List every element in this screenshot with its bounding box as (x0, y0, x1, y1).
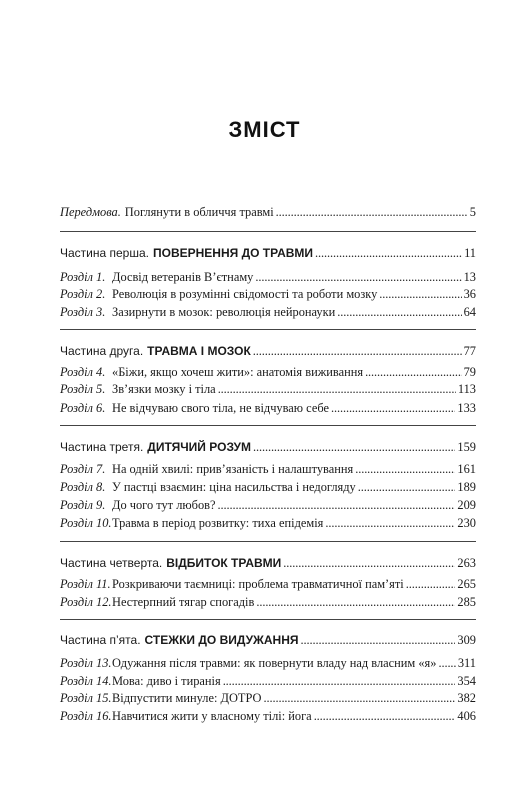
chapter-title: Мова: диво і тиранія (112, 674, 221, 688)
toc-entry-part (60, 555, 476, 571)
dot-leader (253, 439, 455, 455)
dot-leader (406, 576, 456, 592)
part-title: ПОВЕРНЕННЯ ДО ТРАВМИ (153, 246, 314, 260)
chapter-number: Розділ 7. (60, 462, 106, 476)
page-number: 311 (457, 656, 476, 670)
chapter-number: Розділ 10. (60, 516, 112, 530)
page-number: 309 (457, 633, 476, 647)
page-number: 161 (457, 462, 476, 476)
chapter-title: Революція в розумінні свідомості та роботи мозку (112, 287, 378, 301)
dot-leader (283, 555, 455, 571)
toc-entry-chapter (60, 673, 476, 689)
chapter-number: Розділ 6. (60, 401, 106, 415)
part-label: Частина четверта. (60, 556, 163, 570)
toc-entry-chapter (60, 364, 476, 380)
dot-leader (253, 343, 462, 359)
dot-leader (256, 594, 455, 610)
part-label: Частина п’ята. (60, 633, 141, 647)
section-divider (60, 541, 476, 542)
toc-entry-chapter (60, 461, 476, 477)
chapter-number: Розділ 11. (60, 577, 111, 591)
page-number: 113 (457, 382, 476, 396)
part-title: ВІДБИТОК ТРАВМИ (166, 556, 282, 570)
chapter-number: Розділ 8. (60, 480, 106, 494)
dot-leader (314, 708, 456, 724)
page-number: 285 (457, 595, 476, 609)
chapter-number: Розділ 15. (60, 691, 112, 705)
dot-leader (358, 479, 456, 495)
page-number: 189 (457, 480, 476, 494)
section-divider (60, 231, 476, 232)
dot-leader (379, 286, 461, 302)
preface-label: Передмова. (60, 205, 121, 219)
part-title: СТЕЖКИ ДО ВИДУЖАННЯ (144, 633, 299, 647)
chapter-title: Навчитися жити у власному тілі: йога (112, 709, 312, 723)
toc-entry-chapter (60, 381, 476, 397)
page-number: 11 (464, 246, 476, 260)
chapter-number: Розділ 4. (60, 365, 106, 379)
section-divider (60, 619, 476, 620)
dot-leader (276, 204, 468, 220)
dot-leader (355, 461, 455, 477)
chapter-title: Не відчуваю свого тіла, не відчуваю себе (112, 401, 329, 415)
page-number: 406 (457, 709, 476, 723)
page-number: 79 (463, 365, 476, 379)
part-label: Частина перша. (60, 246, 149, 260)
chapter-number: Розділ 1. (60, 270, 106, 284)
toc-entry-part (60, 245, 476, 261)
toc-entry-part (60, 632, 476, 648)
page-number: 230 (457, 516, 476, 530)
page-number: 13 (463, 270, 476, 284)
toc-entry-chapter (60, 576, 476, 592)
dot-leader (218, 497, 456, 513)
chapter-title: Досвід ветеранів В’єтнаму (112, 270, 254, 284)
chapter-title: Розкриваючи таємниці: проблема травматичної пам’яті (112, 577, 404, 591)
toc-entry-chapter (60, 304, 476, 320)
page-number: 209 (457, 498, 476, 512)
part-label: Частина третя. (60, 440, 144, 454)
dot-leader (365, 364, 462, 380)
chapter-number: Розділ 12. (60, 595, 112, 609)
page-title: ЗМІСТ (228, 117, 301, 142)
toc-entry-preface (60, 204, 476, 220)
chapter-title: До чого тут любов? (112, 498, 216, 512)
page-number: 64 (463, 305, 476, 319)
part-label: Частина друга. (60, 344, 144, 358)
page-number: 354 (457, 674, 476, 688)
chapter-title: Відпустити минуле: ДОТРО (112, 691, 262, 705)
dot-leader (223, 673, 456, 689)
dot-leader (218, 381, 456, 397)
chapter-number: Розділ 16. (60, 709, 112, 723)
chapter-number: Розділ 14. (60, 674, 112, 688)
part-title: ДИТЯЧИЙ РОЗУМ (147, 440, 251, 454)
page-number: 265 (457, 577, 476, 591)
dot-leader (337, 304, 461, 320)
toc-entry-chapter (60, 479, 476, 495)
part-title: ТРАВМА І МОЗОК (147, 344, 251, 358)
section-divider (60, 425, 476, 426)
toc-entry-part (60, 439, 476, 455)
chapter-number: Розділ 5. (60, 382, 106, 396)
chapter-number: Розділ 13. (60, 656, 112, 670)
toc-entry-chapter (60, 515, 476, 531)
dot-leader (331, 400, 455, 416)
toc-entry-chapter (60, 400, 476, 416)
chapter-number: Розділ 9. (60, 498, 106, 512)
dot-leader (438, 655, 455, 671)
toc-entry-chapter (60, 594, 476, 610)
preface-title: Поглянути в обличчя травмі (124, 205, 274, 219)
page-number: 159 (457, 440, 476, 454)
toc-entry-chapter (60, 286, 476, 302)
dot-leader (255, 269, 461, 285)
toc-entry-part (60, 343, 476, 359)
chapter-number: Розділ 3. (60, 305, 106, 319)
page-number: 382 (457, 691, 476, 705)
toc-entry-chapter (60, 655, 476, 671)
toc-entry-chapter (60, 708, 476, 724)
toc-entry-chapter (60, 269, 476, 285)
toc-entry-chapter (60, 690, 476, 706)
chapter-title: На одній хвилі: прив’язаність і налаштування (112, 462, 354, 476)
page-number: 5 (469, 205, 476, 219)
page-number: 77 (463, 344, 476, 358)
chapter-title: Зазирнути в мозок: революція нейронауки (112, 305, 336, 319)
chapter-title: Зв’язки мозку і тіла (112, 382, 216, 396)
chapter-title: Одужання після травми: як повернути владу над власним «я» (112, 656, 437, 670)
page-number: 133 (457, 401, 476, 415)
chapter-title: Нестерпний тягар спогадів (112, 595, 255, 609)
section-divider (60, 329, 476, 330)
page-number: 263 (457, 556, 476, 570)
dot-leader (301, 632, 456, 648)
chapter-title: У пастці взаємин: ціна насильства і недогляду (112, 480, 356, 494)
toc-entry-chapter (60, 497, 476, 513)
chapter-title: Травма в період розвитку: тиха епідемія (112, 516, 324, 530)
dot-leader (315, 245, 462, 261)
dot-leader (325, 515, 455, 531)
page-number: 36 (463, 287, 476, 301)
chapter-number: Розділ 2. (60, 287, 106, 301)
chapter-title: «Біжи, якщо хочеш жити»: анатомія виживання (112, 365, 364, 379)
dot-leader (263, 690, 455, 706)
